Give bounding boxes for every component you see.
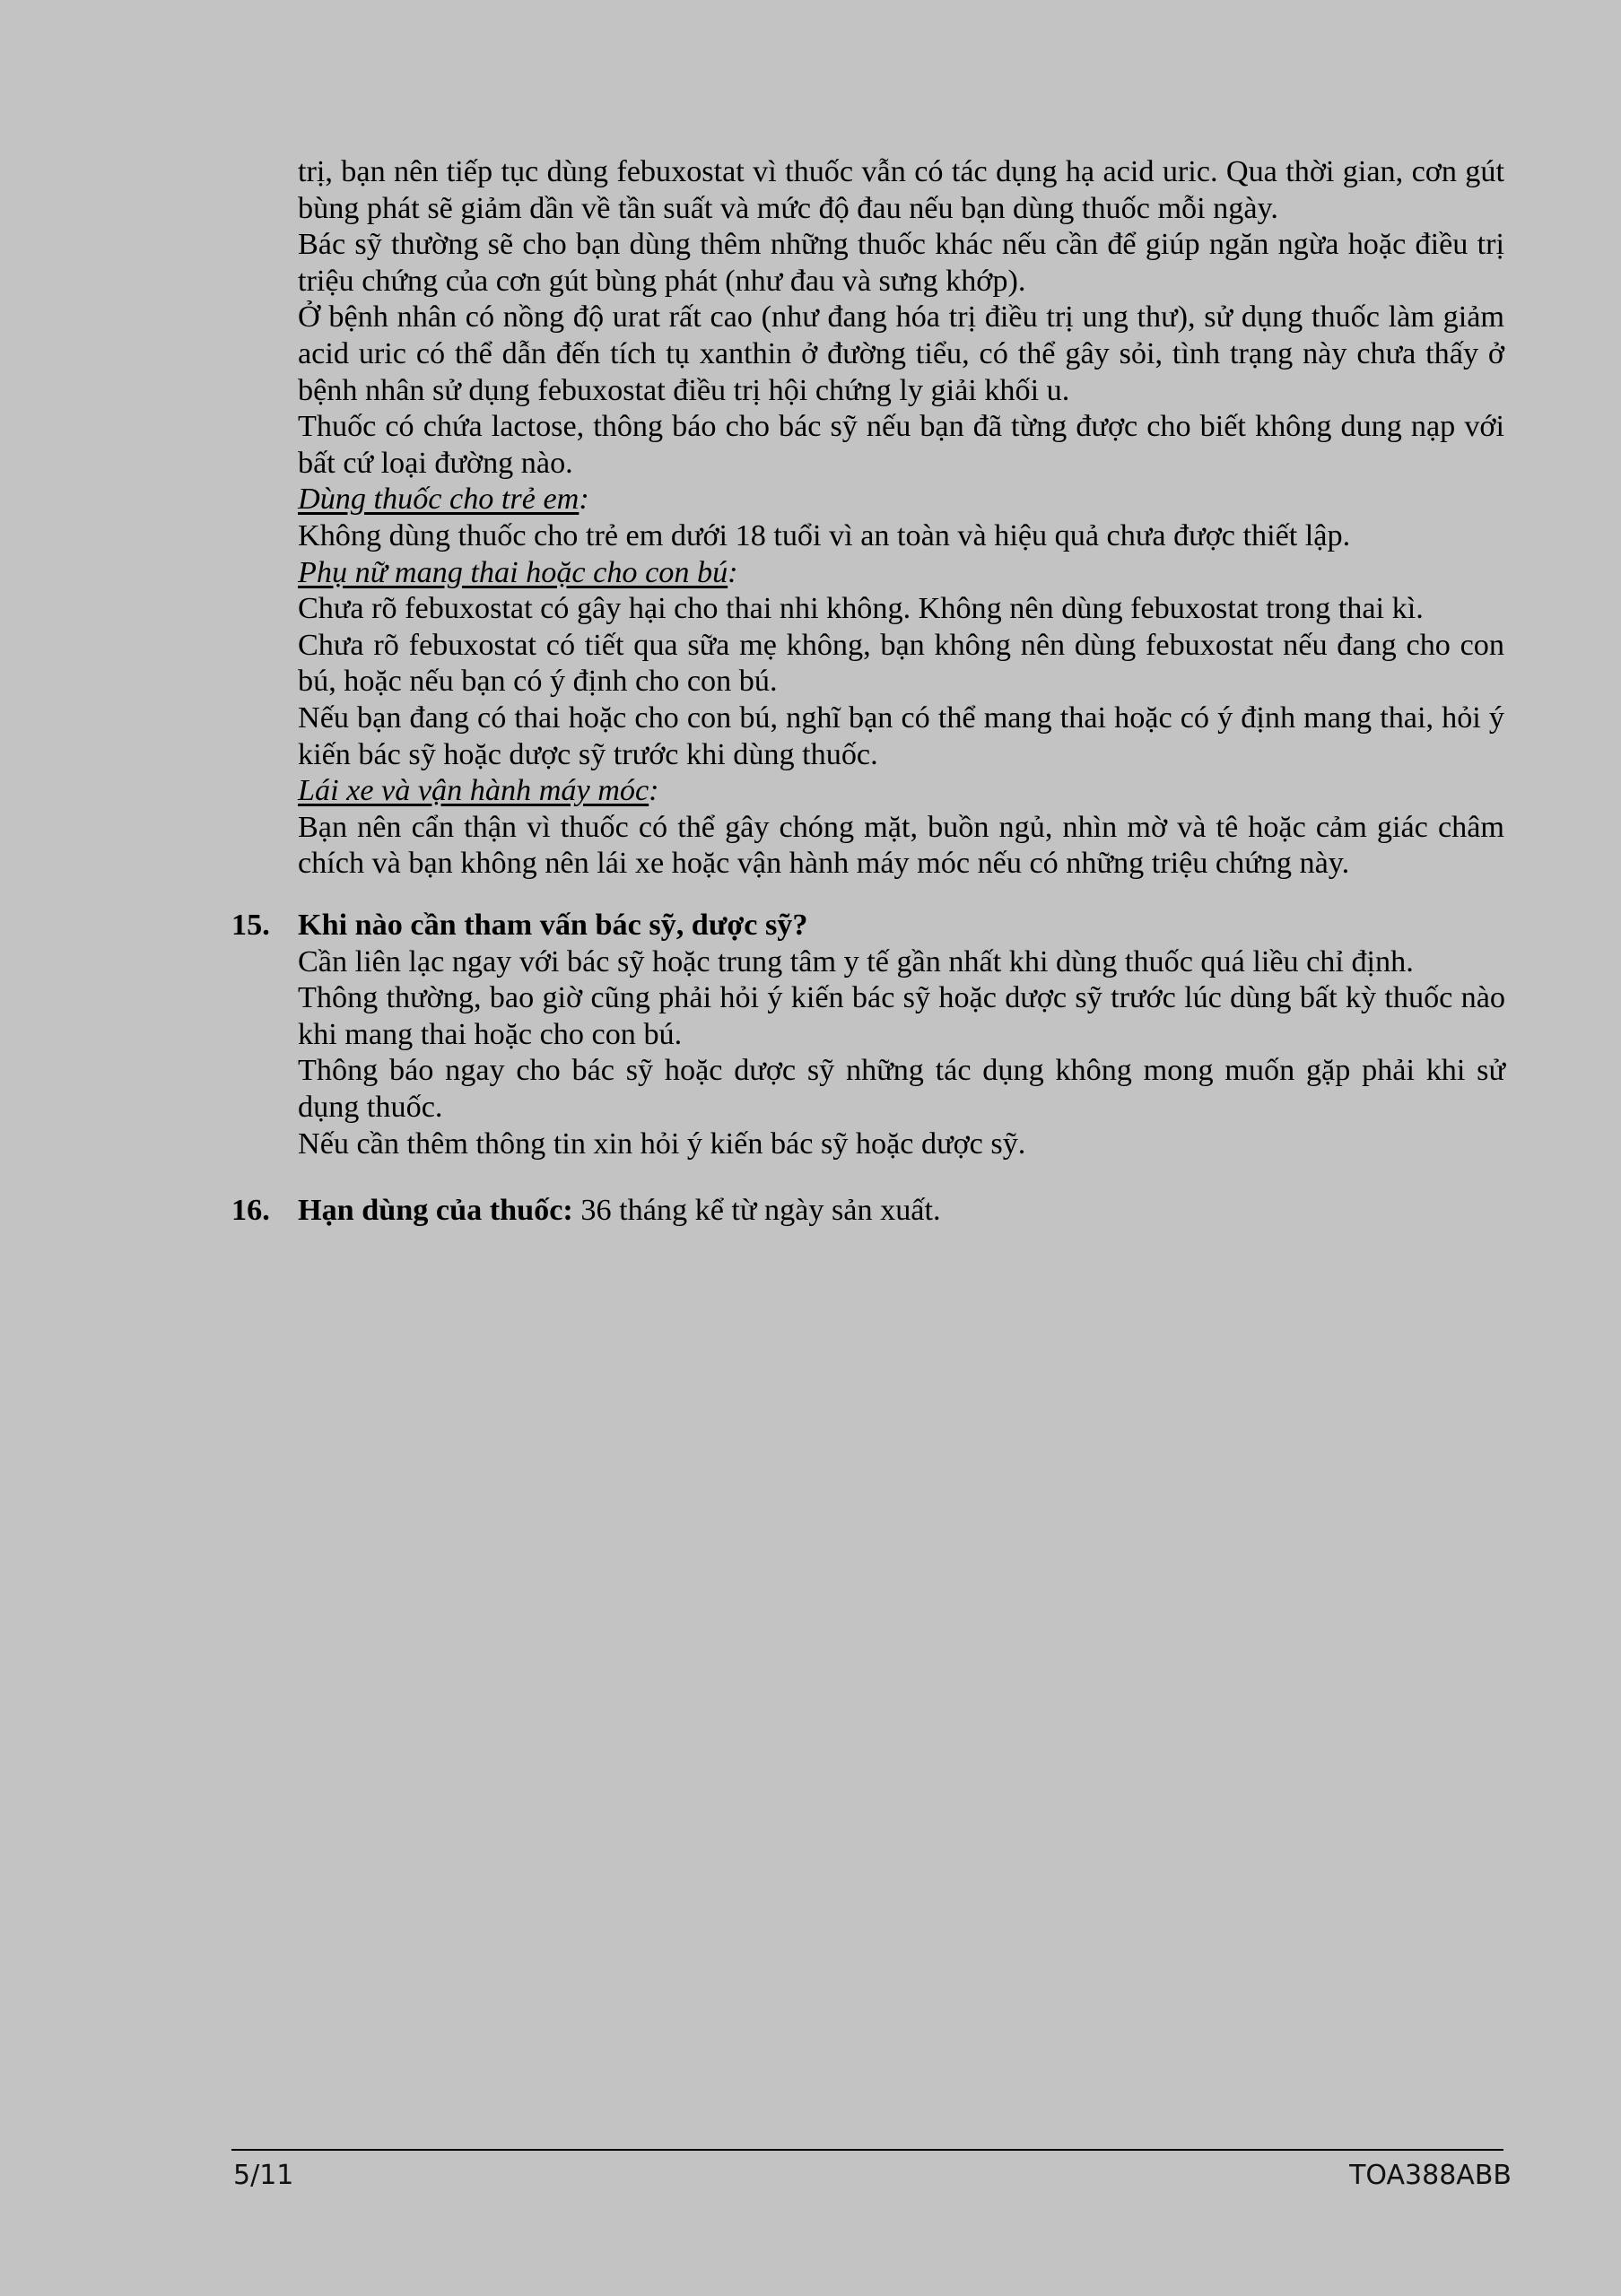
driving-heading-text: Lái xe và vận hành máy móc xyxy=(298,774,649,808)
section-15-title: Khi nào cần tham vấn bác sỹ, dược sỹ? xyxy=(298,909,808,942)
section-16-heading xyxy=(231,1193,1505,1230)
pregnancy-heading-text: Phụ nữ mang thai hoặc cho con bú xyxy=(298,555,728,589)
section-15-line: Nếu cần thêm thông tin xin hỏi ý kiến bác sỹ hoặc dược sỹ. xyxy=(298,1126,1026,1161)
section-15-number: 15. xyxy=(231,909,270,942)
page-number: 5/11 xyxy=(233,2160,294,2191)
precaution-paragraph-urate: Ở bệnh nhân có nồng độ urat rất cao (như đang hóa trị điều trị ung thư), sử dụng thuốc làm giảm acid uric có thể dẫn đến tích tụ xanthin ở đường tiểu, có thể gây sỏi, tình trạng này chưa thấy ở bệnh nhân sử dụng febuxostat điều trị hội chứng ly giải khối u. xyxy=(298,300,1504,407)
driving-paragraph: Bạn nên cẩn thận vì thuốc có thể gây chóng mặt, buồn ngủ, nhìn mờ và tê hoặc cảm giác châm chích và bạn không nên lái xe hoặc vận hành máy móc nếu có những triệu chứng này. xyxy=(298,810,1504,881)
pregnancy-paragraph-1: Chưa rõ febuxostat có gây hại cho thai nhi không. Không nên dùng febuxostat trong thai kì. xyxy=(298,592,1424,626)
section-15-line: Thông thường, bao giờ cũng phải hỏi ý kiến bác sỹ hoặc dược sỹ trước lúc dùng bất kỳ thuốc nào khi mang thai hoặc cho con bú. xyxy=(298,981,1505,1051)
precautions-block xyxy=(298,154,1504,883)
children-heading-colon: : xyxy=(579,483,589,517)
children-subsection-heading xyxy=(298,482,1504,518)
precaution-paragraph-lactose: Thuốc có chứa lactose, thông báo cho bác sỹ nếu bạn đã từng được cho biết không dung nạp với bất cứ loại đường nào. xyxy=(298,410,1504,480)
driving-subsection-heading xyxy=(298,773,1504,810)
section-15-line: Cần liên lạc ngay với bác sỹ hoặc trung tâm y tế gần nhất khi dùng thuốc quá liều chỉ định. xyxy=(298,944,1414,978)
section-15-heading xyxy=(231,908,1505,944)
children-paragraph: Không dùng thuốc cho trẻ em dưới 18 tuổi vì an toàn và hiệu quả chưa được thiết lập. xyxy=(298,518,1351,552)
pregnancy-subsection-heading xyxy=(298,555,1504,592)
pregnancy-paragraph-2: Chưa rõ febuxostat có tiết qua sữa mẹ không, bạn không nên dùng febuxostat nếu đang cho con bú, hoặc nếu bạn có ý định cho con bú. xyxy=(298,628,1504,699)
precaution-paragraph-flare-drugs: Bác sỹ thường sẽ cho bạn dùng thêm những thuốc khác nếu cần để giúp ngăn ngừa hoặc điều trị triệu chứng của cơn gút bùng phát (như đau và sưng khớp). xyxy=(298,228,1504,298)
document-code: TOA388ABB xyxy=(1349,2160,1512,2191)
pregnancy-heading-colon: : xyxy=(728,555,738,589)
section-16-value: 36 tháng kể từ ngày sản xuất. xyxy=(580,1194,941,1227)
precaution-paragraph-continued: trị, bạn nên tiếp tục dùng febuxostat vì thuốc vẫn có tác dụng hạ acid uric. Qua thời gian, cơn gút bùng phát sẽ giảm dần về tần suất và mức độ đau nếu bạn dùng thuốc mỗi ngày. xyxy=(298,155,1504,225)
section-16-title: Hạn dùng của thuốc: xyxy=(298,1194,573,1227)
section-16-line xyxy=(298,1193,941,1230)
section-15-body xyxy=(298,944,1505,1163)
pregnancy-paragraph-3: Nếu bạn đang có thai hoặc cho con bú, nghĩ bạn có thể mang thai hoặc có ý định mang thai, hỏi ý kiến bác sỹ hoặc dược sỹ trước khi dùng thuốc. xyxy=(298,700,1504,771)
section-15-line: Thông báo ngay cho bác sỹ hoặc dược sỹ những tác dụng không mong muốn gặp phải khi sử dụng thuốc. xyxy=(298,1054,1505,1124)
children-heading-text: Dùng thuốc cho trẻ em xyxy=(298,483,580,517)
section-16-number: 16. xyxy=(231,1194,270,1227)
footer-divider xyxy=(231,2149,1503,2151)
section-15 xyxy=(231,908,1505,1162)
driving-heading-colon: : xyxy=(649,774,659,808)
section-16 xyxy=(231,1193,1505,1230)
